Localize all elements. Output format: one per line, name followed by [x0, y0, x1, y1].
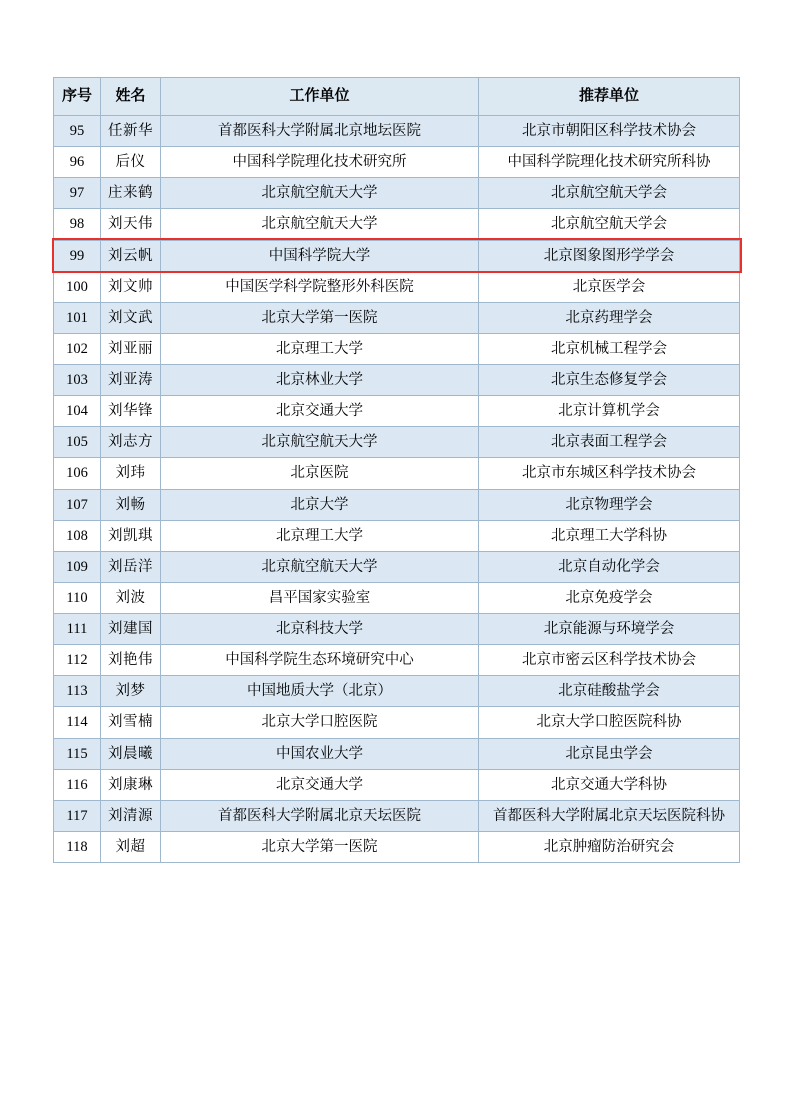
cell-name: 刘文帅: [101, 271, 161, 302]
cell-name: 庄来鹤: [101, 178, 161, 209]
cell-rec: 北京航空航天学会: [479, 209, 740, 240]
cell-org: 中国科学院理化技术研究所: [161, 147, 479, 178]
cell-org: 北京航空航天大学: [161, 209, 479, 240]
cell-org: 北京航空航天大学: [161, 551, 479, 582]
cell-name: 刘畅: [101, 489, 161, 520]
cell-seq: 112: [54, 645, 101, 676]
cell-rec: 北京硅酸盐学会: [479, 676, 740, 707]
table-row: [54, 458, 740, 489]
table-row: [54, 738, 740, 769]
cell-seq: 109: [54, 551, 101, 582]
cell-org: 北京航空航天大学: [161, 427, 479, 458]
cell-org: 北京大学口腔医院: [161, 707, 479, 738]
cell-name: 刘天伟: [101, 209, 161, 240]
cell-seq: 107: [54, 489, 101, 520]
cell-name: 刘波: [101, 582, 161, 613]
table-row: [54, 831, 740, 862]
cell-rec: 首都医科大学附属北京天坛医院科协: [479, 800, 740, 831]
table-row: [54, 707, 740, 738]
table-row: [54, 147, 740, 178]
cell-seq: 118: [54, 831, 101, 862]
table-row: [54, 489, 740, 520]
cell-name: 刘梦: [101, 676, 161, 707]
column-header-org: 工作单位: [161, 78, 479, 116]
cell-rec: 中国科学院理化技术研究所科协: [479, 147, 740, 178]
table-row: [54, 116, 740, 147]
cell-org: 北京科技大学: [161, 614, 479, 645]
table-row: [54, 302, 740, 333]
cell-rec: 北京免疫学会: [479, 582, 740, 613]
cell-rec: 北京昆虫学会: [479, 738, 740, 769]
cell-name: 刘建国: [101, 614, 161, 645]
cell-rec: 北京市朝阳区科学技术协会: [479, 116, 740, 147]
cell-org: 北京理工大学: [161, 520, 479, 551]
cell-seq: 115: [54, 738, 101, 769]
cell-seq: 96: [54, 147, 101, 178]
table-body: [54, 116, 740, 863]
cell-rec: 北京生态修复学会: [479, 365, 740, 396]
cell-name: 刘文武: [101, 302, 161, 333]
table-row: [54, 582, 740, 613]
cell-rec: 北京机械工程学会: [479, 333, 740, 364]
cell-org: 中国地质大学（北京）: [161, 676, 479, 707]
table-header-row: [54, 78, 740, 116]
column-header-rec: 推荐单位: [479, 78, 740, 116]
cell-seq: 99: [54, 240, 101, 271]
cell-rec: 北京理工大学科协: [479, 520, 740, 551]
cell-seq: 97: [54, 178, 101, 209]
cell-seq: 106: [54, 458, 101, 489]
cell-seq: 117: [54, 800, 101, 831]
table-row: [54, 365, 740, 396]
cell-name: 刘艳伟: [101, 645, 161, 676]
cell-rec: 北京医学会: [479, 271, 740, 302]
cell-rec: 北京图象图形学学会: [479, 240, 740, 271]
cell-name: 刘雪楠: [101, 707, 161, 738]
table-row: [54, 800, 740, 831]
cell-seq: 104: [54, 396, 101, 427]
cell-rec: 北京计算机学会: [479, 396, 740, 427]
table-row: [54, 427, 740, 458]
cell-org: 北京交通大学: [161, 396, 479, 427]
cell-name: 刘亚丽: [101, 333, 161, 364]
cell-org: 北京大学第一医院: [161, 831, 479, 862]
cell-rec: 北京交通大学科协: [479, 769, 740, 800]
cell-seq: 110: [54, 582, 101, 613]
cell-rec: 北京航空航天学会: [479, 178, 740, 209]
cell-seq: 101: [54, 302, 101, 333]
table-row: [54, 769, 740, 800]
cell-rec: 北京物理学会: [479, 489, 740, 520]
cell-name: 刘凯琪: [101, 520, 161, 551]
cell-name: 后仪: [101, 147, 161, 178]
column-header-name: 姓名: [101, 78, 161, 116]
cell-name: 刘清源: [101, 800, 161, 831]
cell-org: 昌平国家实验室: [161, 582, 479, 613]
table-row: [54, 396, 740, 427]
cell-org: 中国科学院生态环境研究中心: [161, 645, 479, 676]
cell-seq: 116: [54, 769, 101, 800]
table-row: [54, 676, 740, 707]
cell-rec: 北京市密云区科学技术协会: [479, 645, 740, 676]
cell-seq: 98: [54, 209, 101, 240]
table-row: [54, 551, 740, 582]
cell-seq: 114: [54, 707, 101, 738]
table-row: [54, 614, 740, 645]
cell-name: 任新华: [101, 116, 161, 147]
cell-seq: 108: [54, 520, 101, 551]
cell-org: 北京林业大学: [161, 365, 479, 396]
cell-name: 刘晨曦: [101, 738, 161, 769]
table-row: [54, 645, 740, 676]
table-row: [54, 178, 740, 209]
cell-rec: 北京表面工程学会: [479, 427, 740, 458]
cell-name: 刘云帆: [101, 240, 161, 271]
cell-seq: 111: [54, 614, 101, 645]
roster-table-container: [53, 77, 739, 863]
table-row: [54, 333, 740, 364]
cell-rec: 北京能源与环境学会: [479, 614, 740, 645]
table-row: [54, 209, 740, 240]
cell-name: 刘玮: [101, 458, 161, 489]
table-row: [54, 271, 740, 302]
cell-org: 北京大学: [161, 489, 479, 520]
cell-name: 刘超: [101, 831, 161, 862]
cell-org: 北京理工大学: [161, 333, 479, 364]
cell-org: 北京大学第一医院: [161, 302, 479, 333]
cell-seq: 95: [54, 116, 101, 147]
cell-seq: 103: [54, 365, 101, 396]
column-header-seq: 序号: [54, 78, 101, 116]
table-header: [54, 78, 740, 116]
cell-org: 首都医科大学附属北京天坛医院: [161, 800, 479, 831]
cell-seq: 105: [54, 427, 101, 458]
table-row: [54, 240, 740, 271]
cell-rec: 北京市东城区科学技术协会: [479, 458, 740, 489]
cell-rec: 北京大学口腔医院科协: [479, 707, 740, 738]
table-row: [54, 520, 740, 551]
cell-org: 中国农业大学: [161, 738, 479, 769]
cell-org: 首都医科大学附属北京地坛医院: [161, 116, 479, 147]
cell-org: 北京交通大学: [161, 769, 479, 800]
cell-seq: 113: [54, 676, 101, 707]
cell-org: 北京航空航天大学: [161, 178, 479, 209]
cell-rec: 北京药理学会: [479, 302, 740, 333]
cell-name: 刘志方: [101, 427, 161, 458]
cell-name: 刘岳洋: [101, 551, 161, 582]
cell-org: 北京医院: [161, 458, 479, 489]
cell-rec: 北京自动化学会: [479, 551, 740, 582]
cell-rec: 北京肿瘤防治研究会: [479, 831, 740, 862]
cell-org: 中国医学科学院整形外科医院: [161, 271, 479, 302]
cell-name: 刘华锋: [101, 396, 161, 427]
cell-org: 中国科学院大学: [161, 240, 479, 271]
cell-name: 刘亚涛: [101, 365, 161, 396]
cell-seq: 102: [54, 333, 101, 364]
cell-seq: 100: [54, 271, 101, 302]
roster-table: [53, 77, 740, 863]
cell-name: 刘康琳: [101, 769, 161, 800]
